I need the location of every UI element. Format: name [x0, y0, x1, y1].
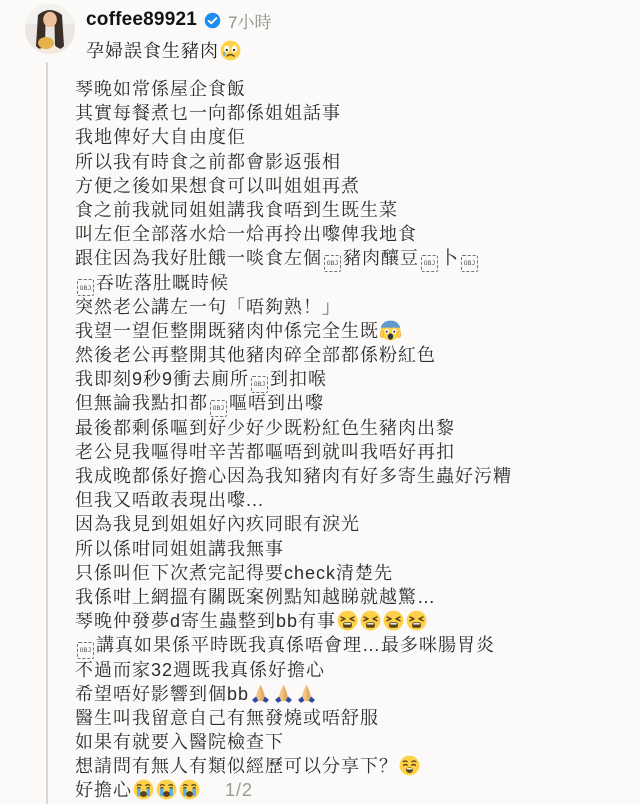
upset-emoji-icon: [406, 610, 427, 631]
sob-emoji-icon: [156, 779, 177, 800]
post-body-line: 所以係咁同姐姐講我無事: [75, 538, 284, 559]
post-body-line: 我望一望佢整開既豬肉仲係完全生既: [75, 319, 635, 343]
cry-emoji-icon: [220, 40, 241, 61]
post-body-line: 我即刻9秒9衝去廁所 OBJ 到扣喉: [75, 367, 635, 391]
object-replacement-glyph: OBJ: [77, 279, 94, 296]
post-body-line: 老公見我嘔得咁辛苦都嘔唔到就叫我唔好再扣: [75, 441, 455, 462]
object-replacement-glyph: OBJ: [421, 255, 438, 272]
post-body-line: OBJ 講真如果係平時既我真係唔會理…最多咪腸胃炎: [75, 633, 635, 657]
post-body-line: 琴晚如常係屋企食飯: [75, 79, 246, 99]
upset-emoji-icon: [337, 610, 358, 631]
pray-emoji-icon: [273, 683, 294, 704]
object-replacement-glyph: OBJ: [461, 255, 478, 272]
object-replacement-glyph: OBJ: [251, 376, 268, 393]
post-body-line: 想請問有無人有類似經歷可以分享下？: [75, 754, 635, 778]
post-body-line: 所以我有時食之前都會影返張相: [75, 151, 341, 172]
post-body-line: 食之前我就同姐姐講我食唔到生既生菜: [75, 199, 398, 220]
object-replacement-glyph: OBJ: [324, 255, 341, 272]
upset-emoji-icon: [383, 610, 404, 631]
post-body-line: OBJ 吞咗落肚嘅時候: [75, 271, 635, 295]
post-body-line: 最後都剩係嘔到好少好少既粉紅色生豬肉出黎: [75, 417, 455, 438]
post-body-line: 因為我見到姐姐好內疚同眼有淚光: [75, 514, 360, 535]
verified-badge-icon: [204, 12, 221, 29]
post-body-line: 叫左佢全部落水烚一烚再拎出嚟俾我地食: [75, 224, 417, 245]
pray-emoji-icon: [296, 683, 317, 704]
thread-line: [46, 62, 48, 804]
username[interactable]: coffee89921: [86, 9, 197, 30]
post-body-line: 好擔心 1/2: [75, 780, 254, 801]
pray-emoji-icon: [250, 683, 271, 704]
post-body-line: 突然老公講左一句「唔夠熟！」: [75, 296, 341, 317]
upset-emoji-icon: [360, 610, 381, 631]
avatar-image: [25, 4, 75, 54]
post-body-line: 但無論我點扣都 OBJ 嘔唔到出嚟: [75, 391, 635, 415]
sob-emoji-icon: [179, 779, 200, 800]
post-title: 孕婦誤食生豬肉: [86, 37, 242, 63]
post-body-line: 跟住因為我好肚餓一啖食左個 OBJ 豬肉釀豆 OBJ 卜 OBJ: [75, 246, 635, 270]
avatar[interactable]: [25, 4, 75, 54]
post-body-line: 不過而家32週既我真係好擔心: [75, 659, 326, 680]
post-body-line: 如果有就要入醫院檢查下: [75, 732, 284, 753]
post-body-line: 方便之後如果想食可以叫姐姐再煮: [75, 175, 360, 196]
scream-emoji-icon: [380, 320, 401, 341]
post-body-line: 只係叫佢下次煮完記得要check清楚先: [75, 562, 394, 583]
sob-emoji-icon: [133, 779, 154, 800]
object-replacement-glyph: OBJ: [77, 642, 94, 659]
post-header: [86, 8, 271, 32]
timestamp: 7小時: [228, 12, 272, 32]
post-body-line: 我地俾好大自由度佢: [75, 127, 246, 148]
post-body-line: 我係咁上網搵有關既案例點知越睇就越驚…: [75, 586, 436, 607]
weary-emoji-icon: [399, 755, 420, 776]
post-body-line: 我成晚都係好擔心因為我知豬肉有好多寄生蟲好污糟: [75, 466, 512, 486]
post-body-line: 希望唔好影響到個bb: [75, 682, 635, 706]
page-indicator: 1/2: [225, 780, 254, 801]
post-body-line: 琴晚仲發夢d寄生蟲整到bb有事: [75, 609, 635, 633]
post-body-line: 醫生叫我留意自己有無發燒或唔舒服: [75, 707, 379, 728]
post-body-line: 但我又唔敢表現出嚟...: [75, 490, 265, 511]
object-replacement-glyph: OBJ: [210, 400, 227, 417]
post-body: [75, 77, 635, 803]
post-body-line: 其實每餐煮乜一向都係姐姐話事: [75, 103, 341, 124]
post-body-line: 然後老公再整開其他豬肉碎全部都係粉紅色: [75, 345, 436, 366]
